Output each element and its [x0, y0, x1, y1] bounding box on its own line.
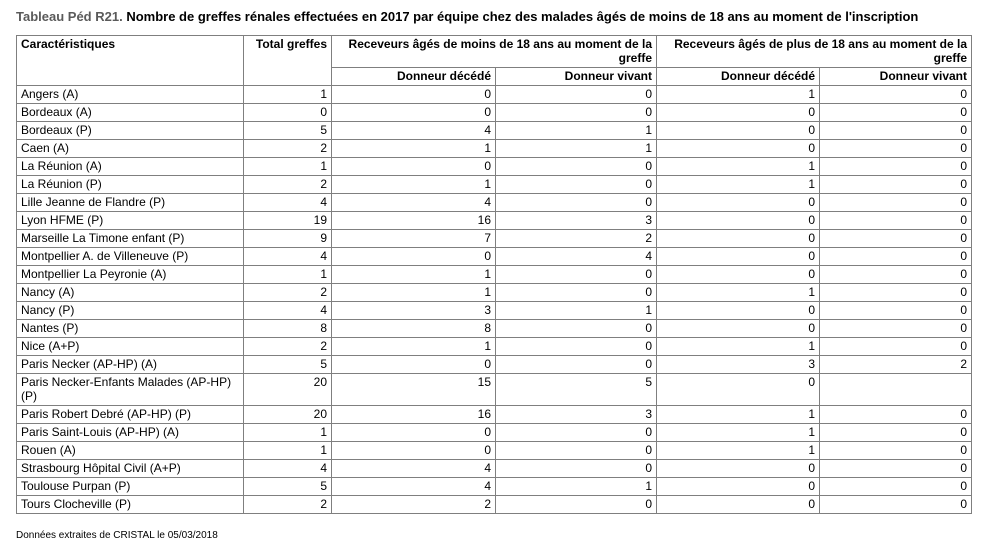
- cell-under-18-living: 0: [496, 284, 657, 302]
- table-row: [17, 176, 972, 194]
- cell-total: 19: [244, 212, 332, 230]
- cell-over-18-deceased: 0: [657, 374, 820, 406]
- table-row: [17, 406, 972, 424]
- row-label: Lille Jeanne de Flandre (P): [17, 194, 244, 212]
- cell-over-18-deceased: 3: [657, 356, 820, 374]
- cell-over-18-living: 0: [820, 122, 972, 140]
- header-group-under-18: Receveurs âgés de moins de 18 ans au moment de la greffe: [332, 36, 657, 68]
- cell-over-18-living: 0: [820, 478, 972, 496]
- cell-over-18-living: 0: [820, 496, 972, 514]
- cell-under-18-deceased: 0: [332, 158, 496, 176]
- cell-under-18-deceased: 0: [332, 442, 496, 460]
- cell-under-18-living: 0: [496, 104, 657, 122]
- cell-under-18-living: 5: [496, 374, 657, 406]
- cell-over-18-deceased: 0: [657, 460, 820, 478]
- cell-under-18-living: 4: [496, 248, 657, 266]
- cell-total: 4: [244, 302, 332, 320]
- table-row: [17, 424, 972, 442]
- table-row: [17, 338, 972, 356]
- cell-total: 1: [244, 158, 332, 176]
- cell-over-18-deceased: 1: [657, 442, 820, 460]
- table-row: [17, 356, 972, 374]
- row-label: Nice (A+P): [17, 338, 244, 356]
- cell-total: 1: [244, 86, 332, 104]
- table-row: [17, 140, 972, 158]
- row-label: Marseille La Timone enfant (P): [17, 230, 244, 248]
- row-label: Montpellier A. de Villeneuve (P): [17, 248, 244, 266]
- row-label: Paris Robert Debré (AP-HP) (P): [17, 406, 244, 424]
- cell-over-18-living: 0: [820, 176, 972, 194]
- cell-under-18-living: 0: [496, 176, 657, 194]
- cell-total: 5: [244, 122, 332, 140]
- cell-over-18-deceased: 0: [657, 140, 820, 158]
- cell-under-18-deceased: 7: [332, 230, 496, 248]
- cell-over-18-living: 0: [820, 248, 972, 266]
- table-row: [17, 284, 972, 302]
- cell-total: 8: [244, 320, 332, 338]
- cell-under-18-living: 1: [496, 140, 657, 158]
- cell-under-18-deceased: 8: [332, 320, 496, 338]
- cell-total: 4: [244, 248, 332, 266]
- cell-under-18-living: 0: [496, 266, 657, 284]
- header-characteristics: Caractéristiques: [17, 36, 244, 86]
- header-total: Total greffes: [244, 36, 332, 86]
- table-row: [17, 104, 972, 122]
- cell-under-18-living: 0: [496, 320, 657, 338]
- cell-under-18-deceased: 15: [332, 374, 496, 406]
- table-row: [17, 442, 972, 460]
- cell-over-18-deceased: 0: [657, 230, 820, 248]
- row-label: Nancy (A): [17, 284, 244, 302]
- cell-total: 1: [244, 266, 332, 284]
- cell-under-18-living: 0: [496, 496, 657, 514]
- table-body: [17, 86, 972, 514]
- cell-over-18-deceased: 1: [657, 176, 820, 194]
- cell-under-18-deceased: 0: [332, 356, 496, 374]
- cell-under-18-living: 0: [496, 442, 657, 460]
- cell-under-18-deceased: 1: [332, 338, 496, 356]
- cell-total: 1: [244, 424, 332, 442]
- cell-total: 5: [244, 478, 332, 496]
- table-row: [17, 320, 972, 338]
- cell-over-18-deceased: 0: [657, 320, 820, 338]
- row-label: La Réunion (P): [17, 176, 244, 194]
- cell-total: 20: [244, 374, 332, 406]
- cell-under-18-living: 0: [496, 158, 657, 176]
- row-label: Lyon HFME (P): [17, 212, 244, 230]
- transplant-table: [16, 35, 972, 514]
- row-label: Strasbourg Hôpital Civil (A+P): [17, 460, 244, 478]
- cell-over-18-deceased: 0: [657, 104, 820, 122]
- cell-under-18-deceased: 1: [332, 284, 496, 302]
- cell-over-18-deceased: 0: [657, 266, 820, 284]
- cell-total: 4: [244, 194, 332, 212]
- cell-over-18-deceased: 0: [657, 496, 820, 514]
- cell-under-18-living: 3: [496, 406, 657, 424]
- row-label: Nancy (P): [17, 302, 244, 320]
- row-label: Angers (A): [17, 86, 244, 104]
- cell-over-18-living: 0: [820, 406, 972, 424]
- cell-over-18-living: 0: [820, 320, 972, 338]
- cell-under-18-living: 2: [496, 230, 657, 248]
- cell-over-18-deceased: 0: [657, 194, 820, 212]
- cell-under-18-deceased: 1: [332, 176, 496, 194]
- cell-total: 2: [244, 140, 332, 158]
- cell-total: 2: [244, 284, 332, 302]
- cell-over-18-living: 0: [820, 338, 972, 356]
- cell-total: 0: [244, 104, 332, 122]
- table-row: [17, 194, 972, 212]
- table-row: [17, 460, 972, 478]
- cell-under-18-living: 0: [496, 86, 657, 104]
- table-row: [17, 478, 972, 496]
- table-row: [17, 248, 972, 266]
- cell-over-18-deceased: 1: [657, 338, 820, 356]
- row-label: Nantes (P): [17, 320, 244, 338]
- cell-over-18-living: 0: [820, 230, 972, 248]
- cell-under-18-living: 1: [496, 478, 657, 496]
- cell-over-18-living: 0: [820, 86, 972, 104]
- row-label: Paris Necker-Enfants Malades (AP-HP) (P): [17, 374, 244, 406]
- cell-over-18-living: 0: [820, 284, 972, 302]
- header-group-over-18: Receveurs âgés de plus de 18 ans au moment de la greffe: [657, 36, 972, 68]
- header-under-18-deceased-donor: Donneur décédé: [332, 68, 496, 86]
- table-row: [17, 302, 972, 320]
- table-row: [17, 86, 972, 104]
- table-row: [17, 266, 972, 284]
- cell-under-18-deceased: 3: [332, 302, 496, 320]
- table-row: [17, 230, 972, 248]
- cell-over-18-deceased: 1: [657, 158, 820, 176]
- row-label: Caen (A): [17, 140, 244, 158]
- cell-under-18-deceased: 0: [332, 424, 496, 442]
- cell-under-18-living: 0: [496, 424, 657, 442]
- table-row: [17, 374, 972, 406]
- cell-under-18-deceased: 1: [332, 266, 496, 284]
- header-over-18-deceased-donor: Donneur décédé: [657, 68, 820, 86]
- cell-under-18-deceased: 4: [332, 478, 496, 496]
- cell-under-18-deceased: 0: [332, 86, 496, 104]
- cell-under-18-living: 0: [496, 460, 657, 478]
- header-under-18-living-donor: Donneur vivant: [496, 68, 657, 86]
- row-label: Paris Saint-Louis (AP-HP) (A): [17, 424, 244, 442]
- table-number: Tableau Péd R21.: [16, 9, 123, 24]
- cell-under-18-living: 0: [496, 338, 657, 356]
- cell-under-18-deceased: 0: [332, 248, 496, 266]
- table-caption: Nombre de greffes rénales effectuées en 2017 par équipe chez des malades âgés de moins de 18 ans au moment de l'inscription: [126, 9, 919, 24]
- cell-total: 2: [244, 176, 332, 194]
- cell-under-18-deceased: 4: [332, 122, 496, 140]
- cell-under-18-deceased: 0: [332, 104, 496, 122]
- cell-over-18-deceased: 1: [657, 284, 820, 302]
- row-label: Montpellier La Peyronie (A): [17, 266, 244, 284]
- cell-over-18-living: [820, 374, 972, 406]
- cell-over-18-living: 0: [820, 212, 972, 230]
- cell-over-18-living: 2: [820, 356, 972, 374]
- table-row: [17, 212, 972, 230]
- cell-over-18-deceased: 0: [657, 478, 820, 496]
- cell-under-18-deceased: 4: [332, 194, 496, 212]
- cell-total: 9: [244, 230, 332, 248]
- cell-over-18-deceased: 1: [657, 86, 820, 104]
- row-label: Tours Clocheville (P): [17, 496, 244, 514]
- table-row: [17, 158, 972, 176]
- cell-over-18-living: 0: [820, 104, 972, 122]
- cell-under-18-deceased: 1: [332, 140, 496, 158]
- cell-over-18-living: 0: [820, 266, 972, 284]
- cell-over-18-living: 0: [820, 302, 972, 320]
- cell-under-18-deceased: 2: [332, 496, 496, 514]
- cell-under-18-living: 1: [496, 302, 657, 320]
- cell-total: 2: [244, 338, 332, 356]
- cell-over-18-living: 0: [820, 424, 972, 442]
- cell-under-18-living: 0: [496, 194, 657, 212]
- cell-total: 5: [244, 356, 332, 374]
- cell-over-18-deceased: 0: [657, 248, 820, 266]
- table-row: [17, 122, 972, 140]
- cell-over-18-deceased: 1: [657, 424, 820, 442]
- cell-over-18-living: 0: [820, 140, 972, 158]
- cell-under-18-living: 3: [496, 212, 657, 230]
- cell-over-18-deceased: 0: [657, 302, 820, 320]
- cell-total: 2: [244, 496, 332, 514]
- row-label: Bordeaux (A): [17, 104, 244, 122]
- cell-over-18-living: 0: [820, 460, 972, 478]
- cell-over-18-deceased: 0: [657, 212, 820, 230]
- cell-under-18-deceased: 4: [332, 460, 496, 478]
- cell-over-18-deceased: 0: [657, 122, 820, 140]
- row-label: Paris Necker (AP-HP) (A): [17, 356, 244, 374]
- cell-total: 1: [244, 442, 332, 460]
- cell-total: 4: [244, 460, 332, 478]
- cell-under-18-living: 1: [496, 122, 657, 140]
- header-over-18-living-donor: Donneur vivant: [820, 68, 972, 86]
- table-title: [16, 9, 918, 24]
- source-note: Données extraites de CRISTAL le 05/03/2018: [16, 530, 218, 541]
- cell-over-18-living: 0: [820, 194, 972, 212]
- cell-total: 20: [244, 406, 332, 424]
- cell-over-18-deceased: 1: [657, 406, 820, 424]
- cell-under-18-deceased: 16: [332, 212, 496, 230]
- cell-under-18-deceased: 16: [332, 406, 496, 424]
- cell-over-18-living: 0: [820, 442, 972, 460]
- table-row: [17, 496, 972, 514]
- cell-under-18-living: 0: [496, 356, 657, 374]
- row-label: Bordeaux (P): [17, 122, 244, 140]
- row-label: La Réunion (A): [17, 158, 244, 176]
- row-label: Rouen (A): [17, 442, 244, 460]
- cell-over-18-living: 0: [820, 158, 972, 176]
- row-label: Toulouse Purpan (P): [17, 478, 244, 496]
